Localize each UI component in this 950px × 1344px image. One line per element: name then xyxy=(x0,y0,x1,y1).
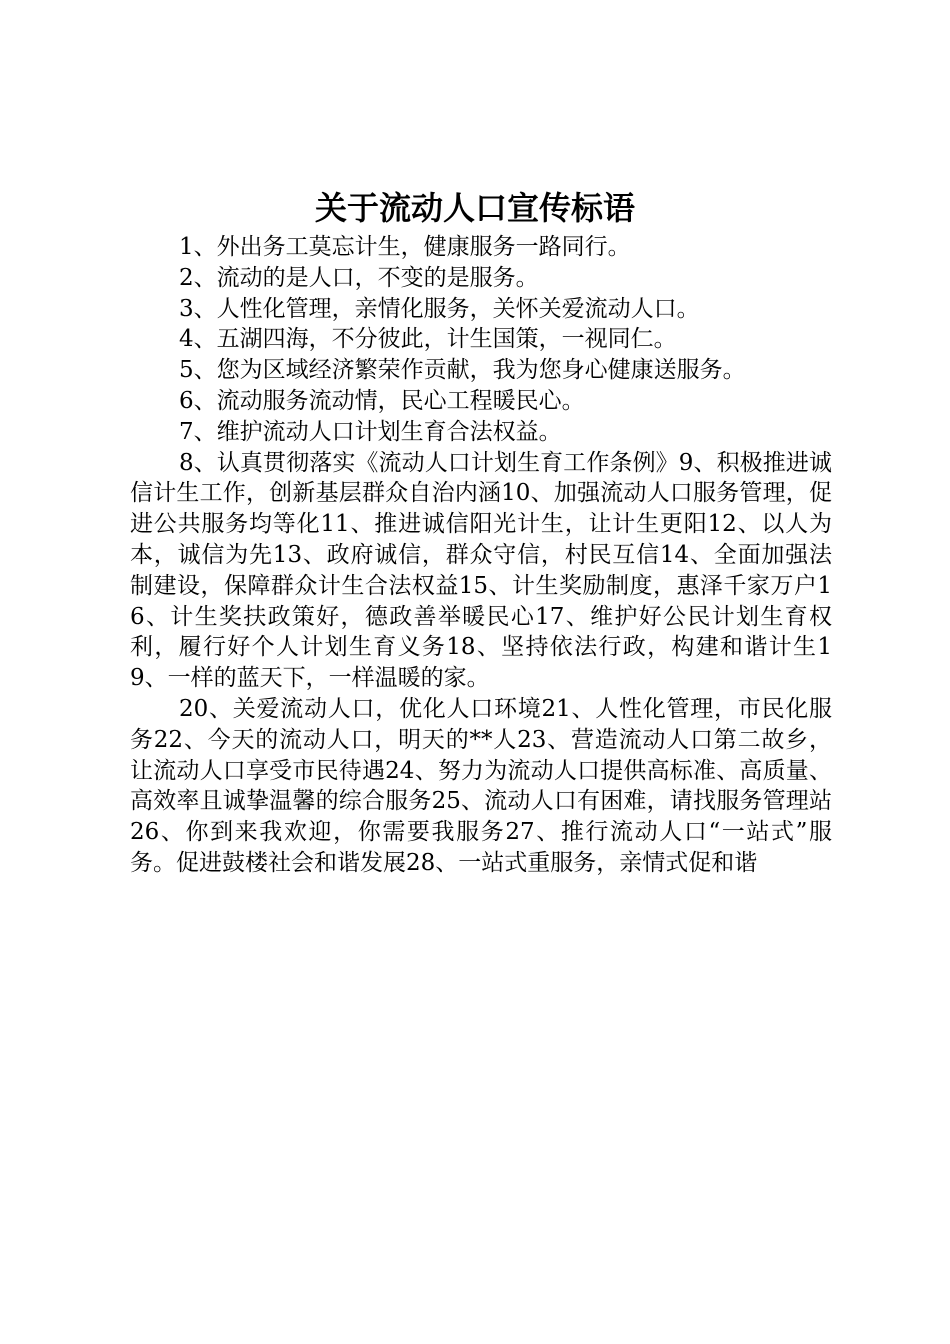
slogan-paragraph-2: 20、关爱流动人口，优化人口环境21、人性化管理，市民化服务22、今天的流动人口，明天的**人23、营造流动人口第二故乡，让流动人口享受市民待遇24、努力为流动人口提供高标准、高质量、高效率且诚挚温馨的综合服务25、流动人口有困难，请找服务管理站26、你到来我欢迎，你需要我服务27、推行流动人口“一站式”服务。促进鼓楼社会和谐发展28、一站式重服务，亲情式促和谐 xyxy=(130,695,832,876)
slogan-line-4: 4、五湖四海，不分彼此，计生国策，一视同仁。 xyxy=(179,326,677,353)
document-body xyxy=(130,232,832,879)
slogan-line-7: 7、维护流动人口计划生育合法权益。 xyxy=(179,418,562,445)
slogan-line-2: 2、流动的是人口，不变的是服务。 xyxy=(179,264,539,291)
slogan-line-1: 1、外出务工莫忘计生，健康服务一路同行。 xyxy=(179,234,631,260)
slogan-line-6: 6、流动服务流动情，民心工程暖民心。 xyxy=(179,387,585,414)
slogan-line-3: 3、人性化管理，亲情化服务，关怀关爱流动人口。 xyxy=(179,295,700,322)
document-title: 关于流动人口宣传标语 xyxy=(314,189,635,227)
slogan-paragraph-1: 8、认真贯彻落实《流动人口计划生育工作条例》9、积极推进诚信计生工作，创新基层群众自治内涵10、加强流动人口服务管理，促进公共服务均等化11、推进诚信阳光计生，让计生更阳12、以人为本，诚信为先13、政府诚信，群众守信，村民互信14、全面加强法制建设，保障群众计生合法权益15、计生奖励制度，惠泽千家万户16、计生奖扶政策好，德政善举暖民心17、维护好公民计划生育权利，履行好个人计划生育义务18、坚持依法行政，构建和谐计生19、一样的蓝天下，一样温暖的家。 xyxy=(130,449,832,692)
slogan-line-5: 5、您为区域经济繁荣作贡献，我为您身心健康送服务。 xyxy=(179,357,746,384)
